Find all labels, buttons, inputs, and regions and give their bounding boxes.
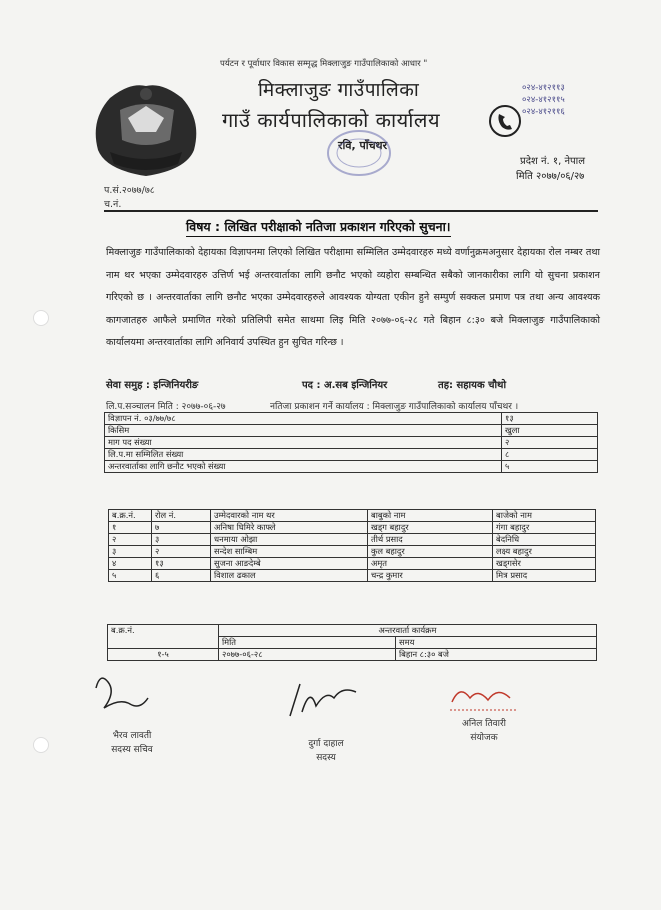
table-header-row: ब.क्र.नं. रोल नं. उम्मेदवारको नाम थर बाबुको नाम बाजेको नाम	[109, 510, 596, 522]
signature-graphic	[286, 676, 366, 728]
signature-graphic	[90, 668, 160, 728]
office-address: रवि, पाँचथर	[338, 139, 388, 152]
exam-date: लि.प.सञ्चालन मिति : २०७७-०६-२७	[106, 402, 226, 412]
signatory-name: भैरव लावती	[112, 731, 152, 741]
candidates-table	[108, 509, 596, 582]
header-divider	[104, 210, 598, 212]
organization-name: मिक्लाजुङ गाउँपालिका	[258, 79, 420, 101]
table-row: १ ७ अनिषा घिमिरे काफ्ले खड्ग बहादुर गंगा बहादुर	[109, 522, 596, 534]
interview-schedule-table	[107, 624, 597, 661]
office-name: गाउँ कार्यपालिकाको कार्यालय	[222, 108, 441, 132]
motto-line: पर्यटन र पूर्वाधार विकास सम्मृद्ध मिक्लाजुङ गाउँपालिकाको आधार "	[220, 59, 428, 69]
signatory-role: संयोजक	[470, 733, 498, 743]
punch-hole	[33, 310, 49, 326]
table-row: १-५ २०७७-०६-२८ बिहान ८:३० बजे	[108, 649, 597, 661]
nepal-emblem-icon	[90, 80, 202, 182]
table-row: २ ३ धनमाया ओझा तीर्थ प्रसाद बेदनिधि	[109, 534, 596, 546]
table-row: ५ ६ विशाल ढकाल चन्द्र कुमार मित्र प्रसाद	[109, 570, 596, 582]
table-row: ३ २ सन्देश साम्बिम कुल बहादुर लक्ष्य बहादुर	[109, 546, 596, 558]
table-row: ४ १३ सुजना आङदेम्बे अमृत खड्गसेर	[109, 558, 596, 570]
reference-number: प.सं.२०७७/७८	[104, 185, 155, 196]
phone-numbers: ०२४-४१२११३ ०२४-४१२११५ ०२४-४१२११६	[522, 83, 565, 117]
issue-date: मिति २०७७/०६/२७	[516, 171, 585, 182]
post-title: पद : अ.सब इन्जिनियर	[302, 380, 388, 391]
signatory-role: सदस्य	[316, 753, 336, 763]
signature-graphic	[448, 680, 520, 716]
table-row: लि.प.मा सम्मिलित संख्या ८	[105, 449, 598, 461]
table-header-row: ब.क्र.नं. अन्तरवार्ता कार्यक्रम	[108, 625, 597, 637]
table-row: किसिम खुला	[105, 425, 598, 437]
vacancy-details-table	[104, 412, 598, 473]
signatory-role: सदस्य सचिव	[111, 745, 153, 755]
table-row: माग पद संख्या २	[105, 437, 598, 449]
table-row: विज्ञापन नं. ०३/७७/७८ १३	[105, 413, 598, 425]
service-group: सेवा समुह : इन्जिनियरीङ	[106, 380, 199, 391]
dispatch-number: च.नं.	[104, 199, 122, 210]
punch-hole	[33, 737, 49, 753]
phone-icon	[488, 104, 522, 138]
table-header-row: मिति समय	[108, 637, 597, 649]
province-line: प्रदेश नं. १, नेपाल	[520, 156, 586, 167]
post-level: तह: सहायक चौथो	[438, 380, 507, 391]
notice-subject: विषय : लिखित परीक्षाको नतिजा प्रकाशन गरिएको सुचना।	[186, 218, 451, 237]
office-stamp-icon	[326, 128, 392, 178]
publishing-office: नतिजा प्रकाशन गर्ने कार्यालय : मिक्लाजुङ गाउँपालिकाको कार्यालय पाँचथर ।	[270, 402, 519, 412]
signatory-name: दुर्गा दाहाल	[308, 739, 344, 749]
table-row: अन्तरवार्ताका लागि छनौट भएको संख्या ५	[105, 461, 598, 473]
notice-body: मिक्लाजुङ गाउँपालिकाको देहायका विज्ञापनमा लिएको लिखित परीक्षामा सम्मिलित उम्मेदवारहरु मध्ये वर्णानुक्रमअनुसार देहायका रोल नम्बर तथा नाम थर भएका उम्मेदवारहरु उत्तिर्ण भई अन्तरवार्ताका लागि छनौट भएको व्यहोरा सम्बन्धित सबैको जानकारीका लागि यो सुचना प्रकाशन गरिएको छ । अन्तरवार्ताका लागि छनौट भएका उम्मेदवारहरुले आवश्यक योग्यता एकीन हुने सम्पुर्ण सक्कल प्रमाण पत्र तथा अन्य आवश्यक कागजातहरु आफैले प्रमाणित गरेको प्रतिलिपी समेत साथमा लिइ मिति २०७७-०६-२८ गते बिहान ८:३० बजे मिक्लाजुङ गाउँपालिकाको कार्यालयमा अन्तरवार्ताका लागि अनिवार्य उपस्थित हुन सुचित गरिन्छ ।	[106, 247, 600, 348]
signatory-name: अनिल तिवारी	[462, 719, 506, 729]
